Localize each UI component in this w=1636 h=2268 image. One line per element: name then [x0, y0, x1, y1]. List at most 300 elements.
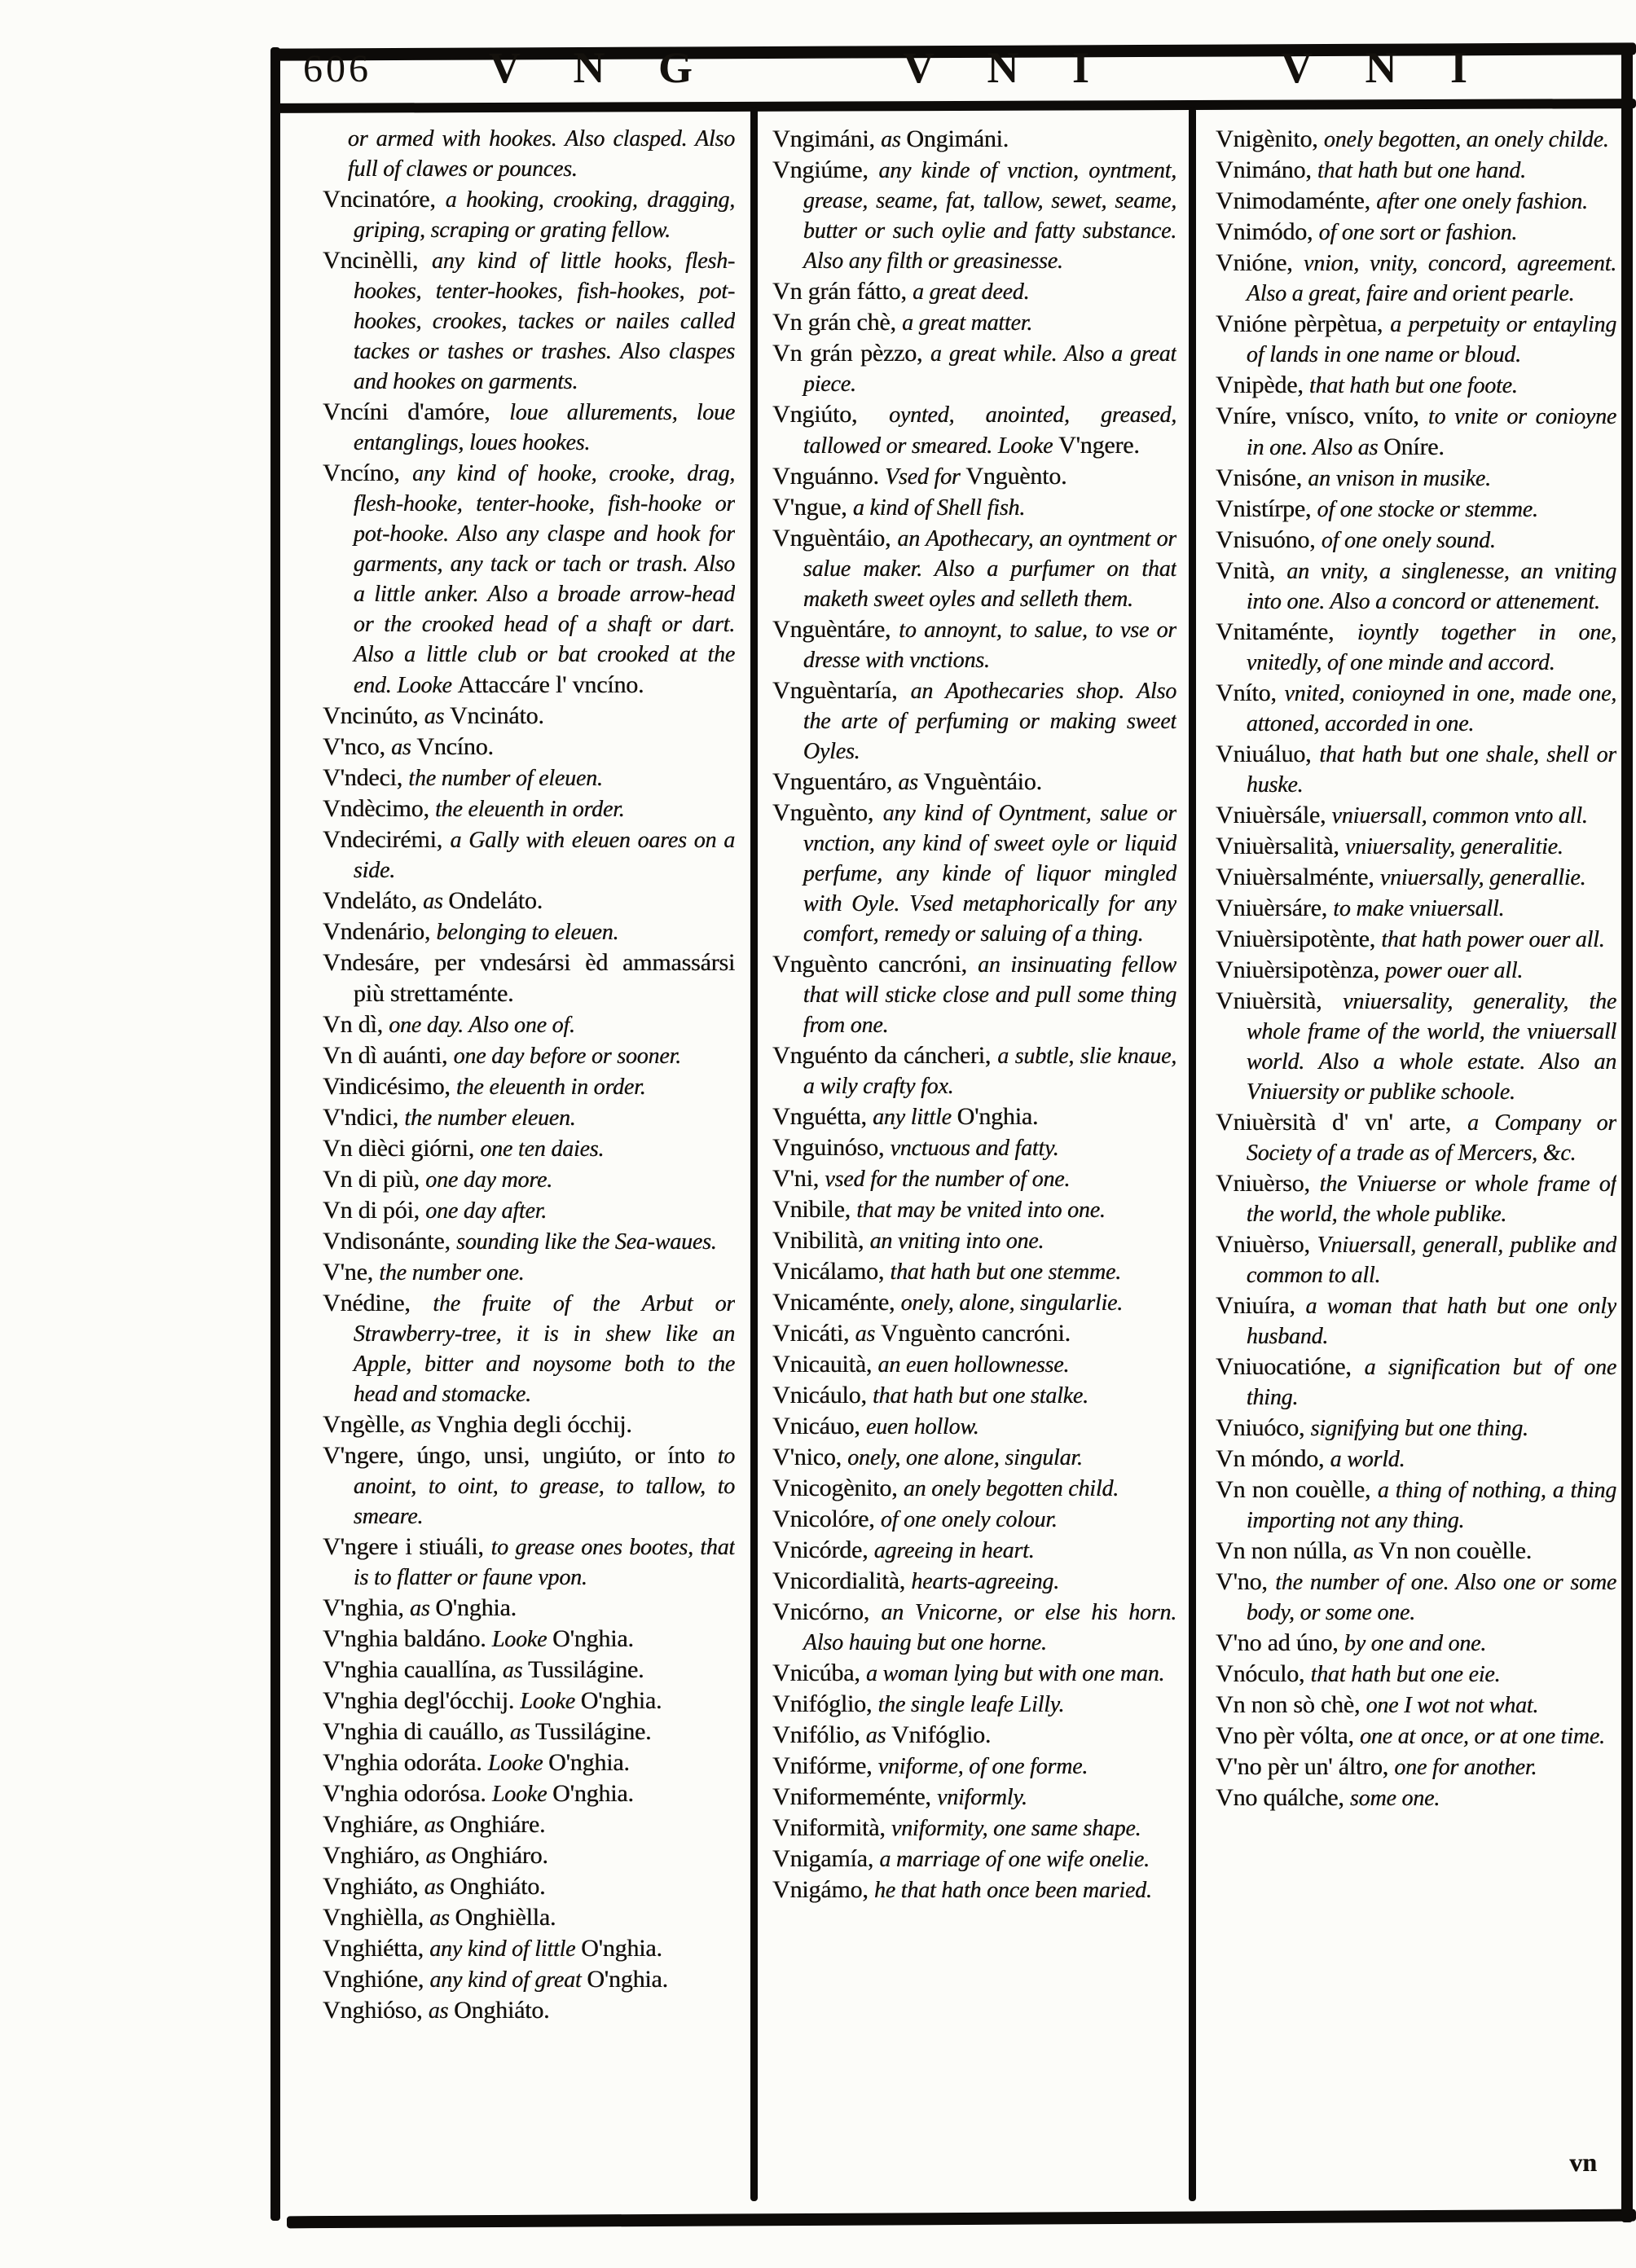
dictionary-entry: [772, 1349, 1176, 1380]
entry-headword: Vnità,: [1216, 557, 1287, 584]
dictionary-entry: [772, 1782, 1176, 1813]
header-divider-rule: [272, 99, 1636, 113]
dictionary-entry: [772, 1504, 1176, 1535]
entry-crossref: Tussilágine.: [527, 1656, 644, 1683]
entry-definition: an vnison in musike.: [1308, 466, 1491, 491]
entry-crossref: O'nghia.: [548, 1749, 630, 1776]
entry-headword: Vnimodaménte,: [1216, 187, 1377, 214]
entry-crossref: Attaccáre l' vncíno.: [457, 671, 644, 698]
entry-definition: power ouer all.: [1385, 958, 1524, 983]
entry-definition: as: [898, 770, 924, 795]
entry-definition: as: [391, 735, 417, 760]
entry-definition: to anoint, to oint, to grease, to tallow, to smeare.: [353, 1444, 735, 1529]
dictionary-entry: [323, 763, 735, 793]
entry-definition: or armed with hookes. Also clasped. Also full of clawes or pounces.: [347, 126, 735, 182]
dictionary-entry: [323, 124, 735, 184]
entry-headword: Vnguènto,: [772, 799, 883, 826]
frame-border-right: [1621, 46, 1633, 2222]
entry-crossref: Vnghia degli ócchij.: [436, 1411, 632, 1438]
dictionary-entry: [1216, 893, 1616, 924]
dictionary-entry: [323, 1040, 735, 1071]
dictionary-entry: [323, 916, 735, 947]
entry-headword: Vnibilità,: [772, 1227, 870, 1254]
dictionary-entry: [1216, 1475, 1616, 1536]
dictionary-entry: [1216, 1721, 1616, 1752]
dictionary-entry: [323, 886, 735, 916]
entry-crossref: O'nghia.: [552, 1780, 634, 1807]
entry-headword: Vnicáulo,: [772, 1382, 873, 1409]
entry-headword: Vnióne pèrpètua,: [1216, 310, 1391, 337]
entry-headword: Vncinatóre,: [323, 186, 446, 213]
entry-definition: as: [422, 889, 449, 914]
entry-definition: of one stocke or stemme.: [1317, 497, 1538, 522]
entry-definition: as: [509, 1720, 535, 1745]
dictionary-entry: [323, 1164, 735, 1195]
dictionary-entry: [323, 1102, 735, 1133]
entry-headword: V'ngere, úngo, unsi, ungiúto, or ínto: [323, 1442, 718, 1469]
entry-headword: V'ni,: [772, 1165, 825, 1192]
dictionary-entry: [1216, 1690, 1616, 1721]
entry-crossref: Ongimáni.: [906, 125, 1009, 152]
entry-headword: Vnicaménte,: [772, 1289, 901, 1316]
dictionary-entry: [1216, 986, 1616, 1107]
entry-headword: Vnicórde,: [772, 1536, 874, 1563]
entry-headword: V'ngere i stiuáli,: [323, 1533, 491, 1560]
entry-headword: Vniuèrsáre,: [1216, 894, 1334, 921]
dictionary-entry: [772, 1163, 1176, 1194]
entry-definition: a thing of nothing, a thing importing not any thing.: [1246, 1478, 1616, 1533]
entry-definition: a perpetuity or entayling of lands in one name or bloud.: [1246, 312, 1616, 367]
entry-headword: Vnicauità,: [772, 1351, 878, 1378]
entry-definition: a great while. Also a great piece.: [803, 341, 1176, 397]
dictionary-entry: [772, 1101, 1176, 1132]
entry-definition: an onely begotten child.: [903, 1476, 1119, 1501]
entry-definition: onely begotten, an onely childe.: [1323, 127, 1609, 152]
dictionary-entry: [1216, 1752, 1616, 1782]
entry-definition: signifying but one thing.: [1310, 1416, 1528, 1441]
dictionary-entry: [1216, 186, 1616, 217]
dictionary-entry: [323, 1624, 735, 1655]
dictionary-entry: [323, 1133, 735, 1164]
column-3: [1216, 124, 1616, 2203]
dictionary-entry: [1216, 1229, 1616, 1290]
entry-definition: an euen hollownesse.: [877, 1352, 1070, 1378]
entry-headword: Vncinèlli,: [323, 247, 432, 274]
dictionary-entry: [772, 1473, 1176, 1504]
column-divider-2: [1189, 108, 1196, 2201]
entry-definition: of one onely sound.: [1321, 528, 1496, 553]
entry-definition: of one onely colour.: [880, 1507, 1058, 1532]
entry-headword: Vn non núlla,: [1216, 1537, 1353, 1564]
entry-definition: an Vnicorne, or else his horn. Also hauing but one horne.: [803, 1600, 1176, 1655]
entry-definition: vnctuous and fatty.: [890, 1136, 1059, 1161]
entry-headword: Vniuèrsalità,: [1216, 833, 1345, 859]
entry-definition: any kind of little hooks, flesh-hookes, tenter-hookes, fish-hookes, pot-hookes, crookes, tackes or nailes called tackes or tashes or trashes. Also claspes and hookes on garments.: [353, 248, 735, 394]
entry-headword: Vnicúba,: [772, 1659, 866, 1686]
dictionary-entry: [772, 1875, 1176, 1905]
entry-definition: a subtle, slie knaue, a wily crafty fox.: [803, 1044, 1176, 1099]
dictionary-entry: [1216, 955, 1616, 986]
dictionary-entry: [772, 1318, 1176, 1349]
entry-headword: V'nghia odorósa.: [323, 1780, 492, 1807]
dictionary-entry: [772, 1813, 1176, 1844]
entry-definition: Vsed for: [884, 464, 966, 490]
entry-headword: Vniuóco,: [1216, 1414, 1311, 1441]
entry-definition: a woman lying but with one man.: [865, 1661, 1165, 1686]
entry-definition: ioyntly together in one, vnitedly, of one minde and accord.: [1246, 620, 1616, 675]
entry-definition: oynted, anointed, greased, tallowed or smeared. Looke: [803, 402, 1176, 459]
entry-definition: one day before or sooner.: [453, 1044, 681, 1069]
dictionary-entry: [323, 1747, 735, 1778]
entry-definition: vniuersality, generality, the whole frame of the world, the vniuersall world. Also a whole estate. Also an Vniuersity or publike schoole.: [1246, 989, 1616, 1105]
header-section-vni-2: V N I: [1281, 43, 1489, 92]
entry-definition: a great deed.: [912, 279, 1030, 305]
entry-definition: that may be vnited into one.: [856, 1198, 1106, 1223]
entry-headword: Vn non sò chè,: [1216, 1691, 1366, 1718]
entry-definition: one day more.: [425, 1167, 552, 1193]
entry-headword: Vn di pói,: [323, 1197, 426, 1224]
dictionary-entry: [772, 1287, 1176, 1318]
entry-definition: that hath but one hand.: [1317, 158, 1526, 183]
entry-definition: any kind of hooke, crooke, drag, flesh-hooke, tenter-hooke, fish-hooke or pot-hooke. Also any claspe and hook for garments, any tack or tach or trash. Also a little anker. Also a broade arrow-head or the crooked head of a shaft or dart. Also a little club or bat crooked at the end. Looke: [353, 461, 735, 698]
entry-definition: sounding like the Sea-waues.: [456, 1229, 717, 1255]
entry-definition: hearts-agreeing.: [911, 1569, 1059, 1594]
entry-headword: Vnguèntáio,: [772, 525, 898, 552]
entry-definition: an insinuating fellow that will sticke close and pull some thing from one.: [803, 952, 1176, 1038]
entry-definition: any little: [872, 1105, 957, 1130]
entry-headword: V'nco,: [323, 733, 391, 760]
dictionary-entry: [323, 1288, 735, 1409]
dictionary-entry: [323, 245, 735, 397]
entry-headword: Vn dièci giórni,: [323, 1135, 481, 1162]
entry-definition: that hath but one eie.: [1310, 1662, 1501, 1687]
entry-definition: one day. Also one of.: [389, 1013, 575, 1038]
dictionary-entry: [323, 184, 735, 245]
column-2: [772, 124, 1176, 2203]
entry-headword: Vniuèrso,: [1216, 1231, 1317, 1258]
entry-headword: Vníto,: [1216, 679, 1285, 706]
dictionary-entry: [1216, 1444, 1616, 1475]
entry-definition: the number one.: [379, 1260, 525, 1286]
entry-definition: Looke: [491, 1627, 553, 1652]
entry-crossref: Onghiáto.: [449, 1873, 546, 1900]
dictionary-entry: [1216, 309, 1616, 370]
entry-definition: as: [502, 1658, 528, 1683]
entry-headword: Vnóculo,: [1216, 1660, 1311, 1687]
dictionary-entry: [323, 1686, 735, 1716]
header-section-vni-1: V N I: [903, 43, 1111, 92]
entry-definition: one at once, or at one time.: [1359, 1724, 1605, 1749]
entry-headword: Vnguèntáre,: [772, 616, 899, 643]
dictionary-entry: [1216, 556, 1616, 617]
entry-headword: Vnifólio,: [772, 1721, 866, 1748]
entry-headword: Vn móndo,: [1216, 1445, 1330, 1472]
entry-headword: Vn grán chè,: [772, 309, 903, 336]
entry-definition: Looke: [520, 1689, 581, 1714]
entry-definition: an Apothecary, an oyntment or salue maker. Also a purfumer on that maketh sweet oyles and selleth them.: [803, 526, 1176, 612]
entry-headword: V'nghia degl'ócchij.: [323, 1687, 521, 1714]
dictionary-entry: [1216, 1290, 1616, 1352]
dictionary-entry: [323, 1593, 735, 1624]
dictionary-entry: [772, 1132, 1176, 1163]
entry-headword: Vniuèrsalménte,: [1216, 864, 1380, 890]
dictionary-entry: [772, 461, 1176, 492]
entry-headword: Vnghióne,: [323, 1966, 430, 1993]
dictionary-entry: [1216, 1413, 1616, 1444]
entry-headword: Vnguènto cancróni,: [772, 951, 979, 978]
dictionary-entry: [772, 124, 1176, 155]
dictionary-entry: [1216, 862, 1616, 893]
entry-definition: he that hath once been maried.: [873, 1878, 1152, 1903]
entry-headword: Vnghiétta,: [323, 1935, 430, 1962]
entry-definition: vnion, vnity, concord, agreement. Also a great, faire and orient pearle.: [1246, 251, 1616, 306]
entry-headword: V'nghia odoráta.: [323, 1749, 488, 1776]
entry-headword: Vno quálche,: [1216, 1784, 1350, 1811]
entry-headword: Vnicálamo,: [772, 1258, 891, 1285]
entry-definition: as: [429, 1905, 455, 1931]
dictionary-entry: [323, 1532, 735, 1593]
dictionary-entry: [1216, 800, 1616, 831]
dictionary-entry: [1216, 1659, 1616, 1690]
dictionary-entry: [772, 1442, 1176, 1473]
dictionary-entry: [323, 1809, 735, 1840]
entry-headword: Vindicésimo,: [323, 1073, 456, 1100]
dictionary-entry: [1216, 155, 1616, 186]
entry-headword: Vnguinóso,: [772, 1134, 891, 1161]
entry-headword: Vnifórme,: [772, 1752, 878, 1779]
entry-crossref: O'nghia.: [587, 1966, 668, 1993]
entry-definition: vsed for the number of one.: [825, 1167, 1071, 1192]
dictionary-entry: [772, 798, 1176, 949]
entry-headword: Vndenário,: [323, 918, 437, 945]
entry-crossref: O'nghia.: [581, 1935, 662, 1962]
entry-headword: V'no ad úno,: [1216, 1629, 1344, 1656]
entry-headword: Vnicórno,: [772, 1598, 882, 1625]
dictionary-entry: [323, 1716, 735, 1747]
frame-border-bottom: [287, 2209, 1636, 2229]
dictionary-entry: [323, 1409, 735, 1440]
dictionary-entry: [772, 949, 1176, 1040]
catchword: vn: [1569, 2147, 1597, 2177]
entry-crossref: Vncíno.: [416, 733, 494, 760]
dictionary-entry: [323, 1257, 735, 1288]
dictionary-entry: [772, 1535, 1176, 1566]
entry-crossref: Onghièlla.: [455, 1904, 556, 1931]
entry-headword: Vníre, vnísco, vníto,: [1216, 402, 1428, 429]
entry-headword: Vniuíra,: [1216, 1292, 1306, 1319]
entry-definition: some one.: [1349, 1786, 1440, 1811]
entry-definition: any kind of Oyntment, salue or vnction, any kind of sweet oyle or liquid perfume, any kinde of liquor mingled with Oyle. Vsed metaphorically for any comfort, remedy or saluing of a thing.: [803, 801, 1176, 947]
entry-crossref: Vnguènto cancróni.: [880, 1320, 1071, 1347]
entry-definition: an Apothecaries shop. Also the arte of perfuming or making sweet Oyles.: [803, 679, 1176, 764]
entry-headword: V'nghia di cauállo,: [323, 1718, 510, 1745]
dictionary-entry: [772, 1720, 1176, 1751]
dictionary-entry: [323, 793, 735, 824]
entry-headword: Vn dì auánti,: [323, 1042, 454, 1069]
dictionary-entry: [772, 767, 1176, 798]
entry-definition: a hooking, crooking, dragging, griping, scraping or grating fellow.: [353, 187, 735, 243]
entry-headword: Vniuèrsità,: [1216, 987, 1344, 1014]
dictionary-entry: [323, 947, 735, 1009]
dictionary-entry: [772, 307, 1176, 338]
entry-definition: as: [424, 1875, 450, 1900]
header-section-vng: V N G: [489, 43, 715, 92]
entry-definition: as: [428, 1998, 454, 2024]
entry-headword: V'no,: [1216, 1568, 1276, 1595]
dictionary-entry: [323, 397, 735, 458]
entry-headword: Vn grán pèzzo,: [772, 340, 930, 367]
entry-definition: Looke: [491, 1782, 553, 1807]
entry-headword: Vn grán fátto,: [772, 278, 913, 305]
entry-definition: onely, one alone, singular.: [847, 1445, 1083, 1470]
entry-headword: Vnicáuo,: [772, 1413, 866, 1439]
dictionary-entry: [323, 1995, 735, 2026]
entry-definition: as: [409, 1596, 436, 1621]
entry-definition: vniformity, one same shape.: [891, 1816, 1141, 1841]
dictionary-entry: [1216, 217, 1616, 248]
dictionary-entry: [772, 276, 1176, 307]
dictionary-entry: [1216, 678, 1616, 739]
entry-definition: an vnity, a singlenesse, an vniting into one. Also a concord or attenement.: [1246, 559, 1616, 614]
entry-headword: Vnguentáro,: [772, 768, 899, 795]
dictionary-entry: [323, 458, 735, 701]
entry-definition: the fruite of the Arbut or Strawberry-tree, it is in shew like an Apple, bitter and noysome both to the head and stomacke.: [353, 1291, 735, 1407]
entry-headword: Vniuèrsipotènza,: [1216, 956, 1386, 983]
entry-definition: that hath but one foote.: [1308, 373, 1518, 398]
entry-headword: Vnigamía,: [772, 1845, 880, 1872]
dictionary-entry: [1216, 739, 1616, 800]
dictionary-entry: [323, 1933, 735, 1964]
entry-headword: Vnisóne,: [1216, 464, 1308, 491]
dictionary-entry: [1216, 1567, 1616, 1628]
entry-headword: Vniuèrsále,: [1216, 802, 1332, 829]
entry-definition: of one sort or fashion.: [1318, 220, 1518, 245]
dictionary-entry: [772, 1597, 1176, 1658]
entry-headword: V'ndeci,: [323, 764, 409, 791]
entry-crossref: Onghiáre.: [449, 1811, 546, 1838]
dictionary-entry: [1216, 1352, 1616, 1413]
dictionary-entry: [323, 1655, 735, 1686]
entry-crossref: V'ngere.: [1058, 432, 1140, 459]
entry-definition: any kind of little: [429, 1936, 582, 1962]
entry-headword: Vngiúme,: [772, 156, 879, 183]
entry-crossref: O'nghia.: [435, 1594, 517, 1621]
entry-definition: a world.: [1330, 1447, 1405, 1472]
dictionary-entry: [772, 338, 1176, 399]
entry-headword: Vniuèrsipotènte,: [1216, 925, 1382, 952]
entry-headword: Vnióne,: [1216, 249, 1304, 276]
entry-definition: the number eleuen.: [404, 1105, 576, 1131]
entry-definition: an vniting into one.: [869, 1228, 1044, 1254]
entry-definition: the number of eleuen.: [408, 766, 603, 791]
entry-headword: Vnistírpe,: [1216, 495, 1317, 522]
entry-headword: Vn di più,: [323, 1166, 426, 1193]
entry-definition: as: [855, 1321, 881, 1347]
dictionary-entry: [1216, 924, 1616, 955]
dictionary-entry: [1216, 831, 1616, 862]
entry-definition: as: [425, 1844, 451, 1869]
entry-headword: Vnghiáro,: [323, 1842, 426, 1869]
entry-definition: a kind of Shell fish.: [852, 495, 1026, 521]
entry-crossref: Onghiáto.: [453, 1997, 550, 2024]
dictionary-entry: [772, 155, 1176, 276]
dictionary-entry: [1216, 370, 1616, 401]
entry-crossref: Vnifóglio.: [891, 1721, 992, 1748]
entry-headword: Vnguèntaría,: [772, 677, 911, 704]
dictionary-entry: [323, 1009, 735, 1040]
entry-definition: Looke: [487, 1751, 549, 1776]
entry-headword: Vndisonánte,: [323, 1228, 457, 1255]
entry-headword: Vnicáti,: [772, 1320, 855, 1347]
dictionary-entry: [323, 1440, 735, 1532]
entry-definition: that hath but one stalke.: [872, 1383, 1088, 1409]
entry-definition: belonging to eleuen.: [436, 920, 619, 945]
dictionary-entry: [772, 1689, 1176, 1720]
entry-definition: a Gally with eleuen oares on a side.: [353, 828, 735, 883]
entry-definition: as: [865, 1723, 891, 1748]
entry-definition: that hath power ouer all.: [1381, 927, 1605, 952]
entry-definition: as: [881, 127, 907, 152]
dictionary-entry: [772, 1751, 1176, 1782]
entry-definition: one I wot not what.: [1366, 1693, 1539, 1718]
entry-definition: vniforme, of one forme.: [877, 1754, 1088, 1779]
dictionary-entry: [772, 1411, 1176, 1442]
entry-headword: Vno pèr vólta,: [1216, 1722, 1360, 1749]
entry-headword: V'ne,: [323, 1259, 380, 1286]
entry-headword: V'ndici,: [323, 1104, 405, 1131]
entry-definition: that hath but one shale, shell or huske.: [1246, 742, 1616, 798]
dictionary-entry: [323, 1195, 735, 1226]
entry-definition: to annoynt, to salue, to vse or dresse with vnctions.: [803, 618, 1176, 673]
dictionary-entry: [1216, 1782, 1616, 1813]
entry-headword: Vnifóglio,: [772, 1690, 878, 1717]
dictionary-entry: [323, 732, 735, 763]
entry-definition: one for another.: [1394, 1755, 1537, 1780]
dictionary-entry: [772, 1225, 1176, 1256]
entry-definition: a signification but of one thing.: [1246, 1355, 1616, 1410]
entry-definition: one ten daies.: [480, 1136, 605, 1162]
entry-definition: any kinde of vnction, oyntment, grease, seame, fat, tallow, sewet, seame, butter or such oylie and fatty substance. Also any filth or greasinesse.: [803, 158, 1176, 274]
entry-headword: Vncinúto,: [323, 702, 424, 729]
dictionary-entry: [1216, 248, 1616, 309]
column-divider-1: [750, 108, 758, 2201]
entry-crossref: O'nghia.: [580, 1687, 662, 1714]
entry-headword: Vnibile,: [772, 1196, 857, 1223]
entry-definition: as: [424, 704, 450, 729]
dictionary-entry: [772, 675, 1176, 767]
entry-headword: V'ngue,: [772, 494, 853, 521]
entry-definition: that hath but one stemme.: [890, 1259, 1121, 1285]
dictionary-entry: [1216, 1168, 1616, 1229]
entry-headword: Vndeláto,: [323, 887, 423, 914]
entry-headword: V'nghia cauallína,: [323, 1656, 503, 1683]
dictionary-entry: [1216, 124, 1616, 155]
entry-definition: a marriage of one wife onelie.: [879, 1847, 1150, 1872]
dictionary-entry: [772, 523, 1176, 614]
dictionary-entry: [772, 614, 1176, 675]
entry-headword: V'nico,: [772, 1444, 848, 1470]
entry-headword: Vngiúto,: [772, 401, 890, 428]
entry-headword: Vnigámo,: [772, 1876, 874, 1903]
entry-definition: loue allurements, loue entanglings, loues hookes.: [353, 400, 735, 455]
dictionary-entry: [772, 1658, 1176, 1689]
entry-crossref: Ondeláto.: [448, 887, 543, 914]
entry-crossref: O'nghia.: [957, 1103, 1039, 1130]
entry-definition: after one onely fashion.: [1376, 189, 1588, 214]
frame-border-left: [270, 47, 280, 2221]
page-number: 606: [303, 47, 372, 90]
entry-crossref: Vnguènto.: [965, 463, 1067, 490]
